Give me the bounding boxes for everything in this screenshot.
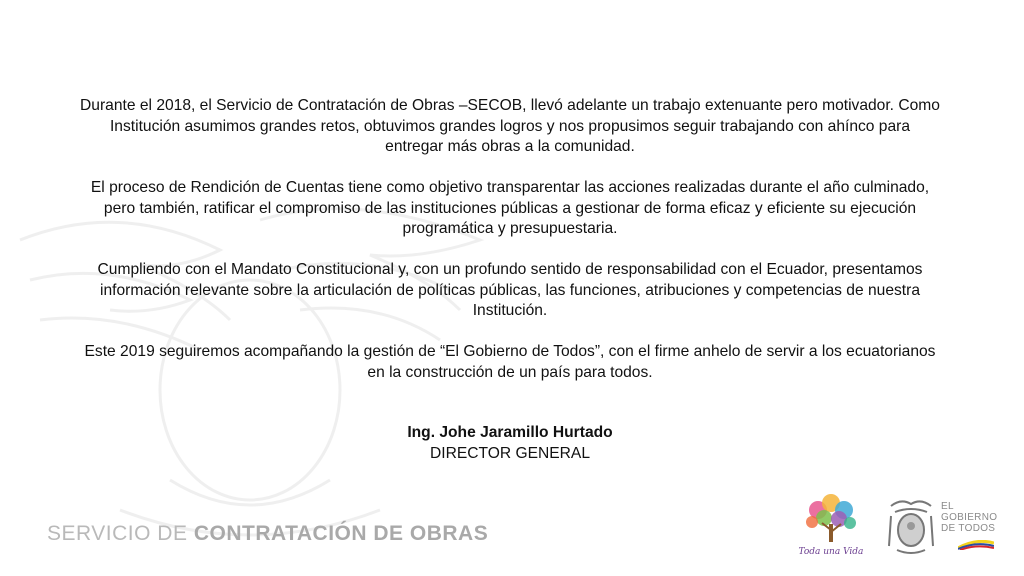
signature-name: Ing. Johe Jaramillo Hurtado xyxy=(407,424,613,441)
tree-of-life-logo-icon xyxy=(796,490,866,560)
paragraph-closing: Este 2019 seguiremos acompañando la gestión de “El Gobierno de Todos”, con el firme anhelo de servir a los ecuatorianos en la construcción de un país para todos. xyxy=(84,343,936,381)
institution-footer-logo xyxy=(47,522,488,546)
institution-name-bold: CONTRATACIÓN DE OBRAS xyxy=(193,522,489,545)
signature-block xyxy=(80,423,940,464)
gobierno-line-1: EL xyxy=(941,501,954,512)
paragraph-objective: El proceso de Rendición de Cuentas tiene como objetivo transparentar las acciones realizadas durante el año culminado, pero también, ratificar el compromiso de las instituciones públicas a gestionar de forma eficaz y eficiente su ejecución programática y presupuestaria. xyxy=(90,179,930,237)
vida-logo-text: Toda una Vida xyxy=(798,547,864,557)
gobierno-de-todos-logo xyxy=(941,501,997,534)
ecuador-flag-stripe-icon xyxy=(958,540,994,550)
paragraph-intro: Durante el 2018, el Servicio de Contratación de Obras –SECOB, llevó adelante un trabajo extenuante pero motivador. Como Institución asumimos grandes retos, obtuvimos grandes logros y nos propusimos seguir trabajando con ahínco para entregar más obras a la comunidad. xyxy=(80,97,940,155)
ecuador-coat-of-arms-icon xyxy=(885,496,937,558)
signature-title: DIRECTOR GENERAL xyxy=(429,444,590,462)
institution-name-light: SERVICIO DE xyxy=(47,522,188,545)
gobierno-line-3: DE TODOS xyxy=(941,523,996,534)
gobierno-line-2: GOBIERNO xyxy=(941,512,998,523)
paragraph-mandate: Cumpliendo con el Mandato Constitucional y, con un profundo sentido de responsabilidad con el Ecuador, presentamos información relevante sobre la articulación de políticas públicas, las funciones, atribuciones y competencias de nuestra Institución. xyxy=(97,261,923,319)
document-body xyxy=(80,96,940,464)
